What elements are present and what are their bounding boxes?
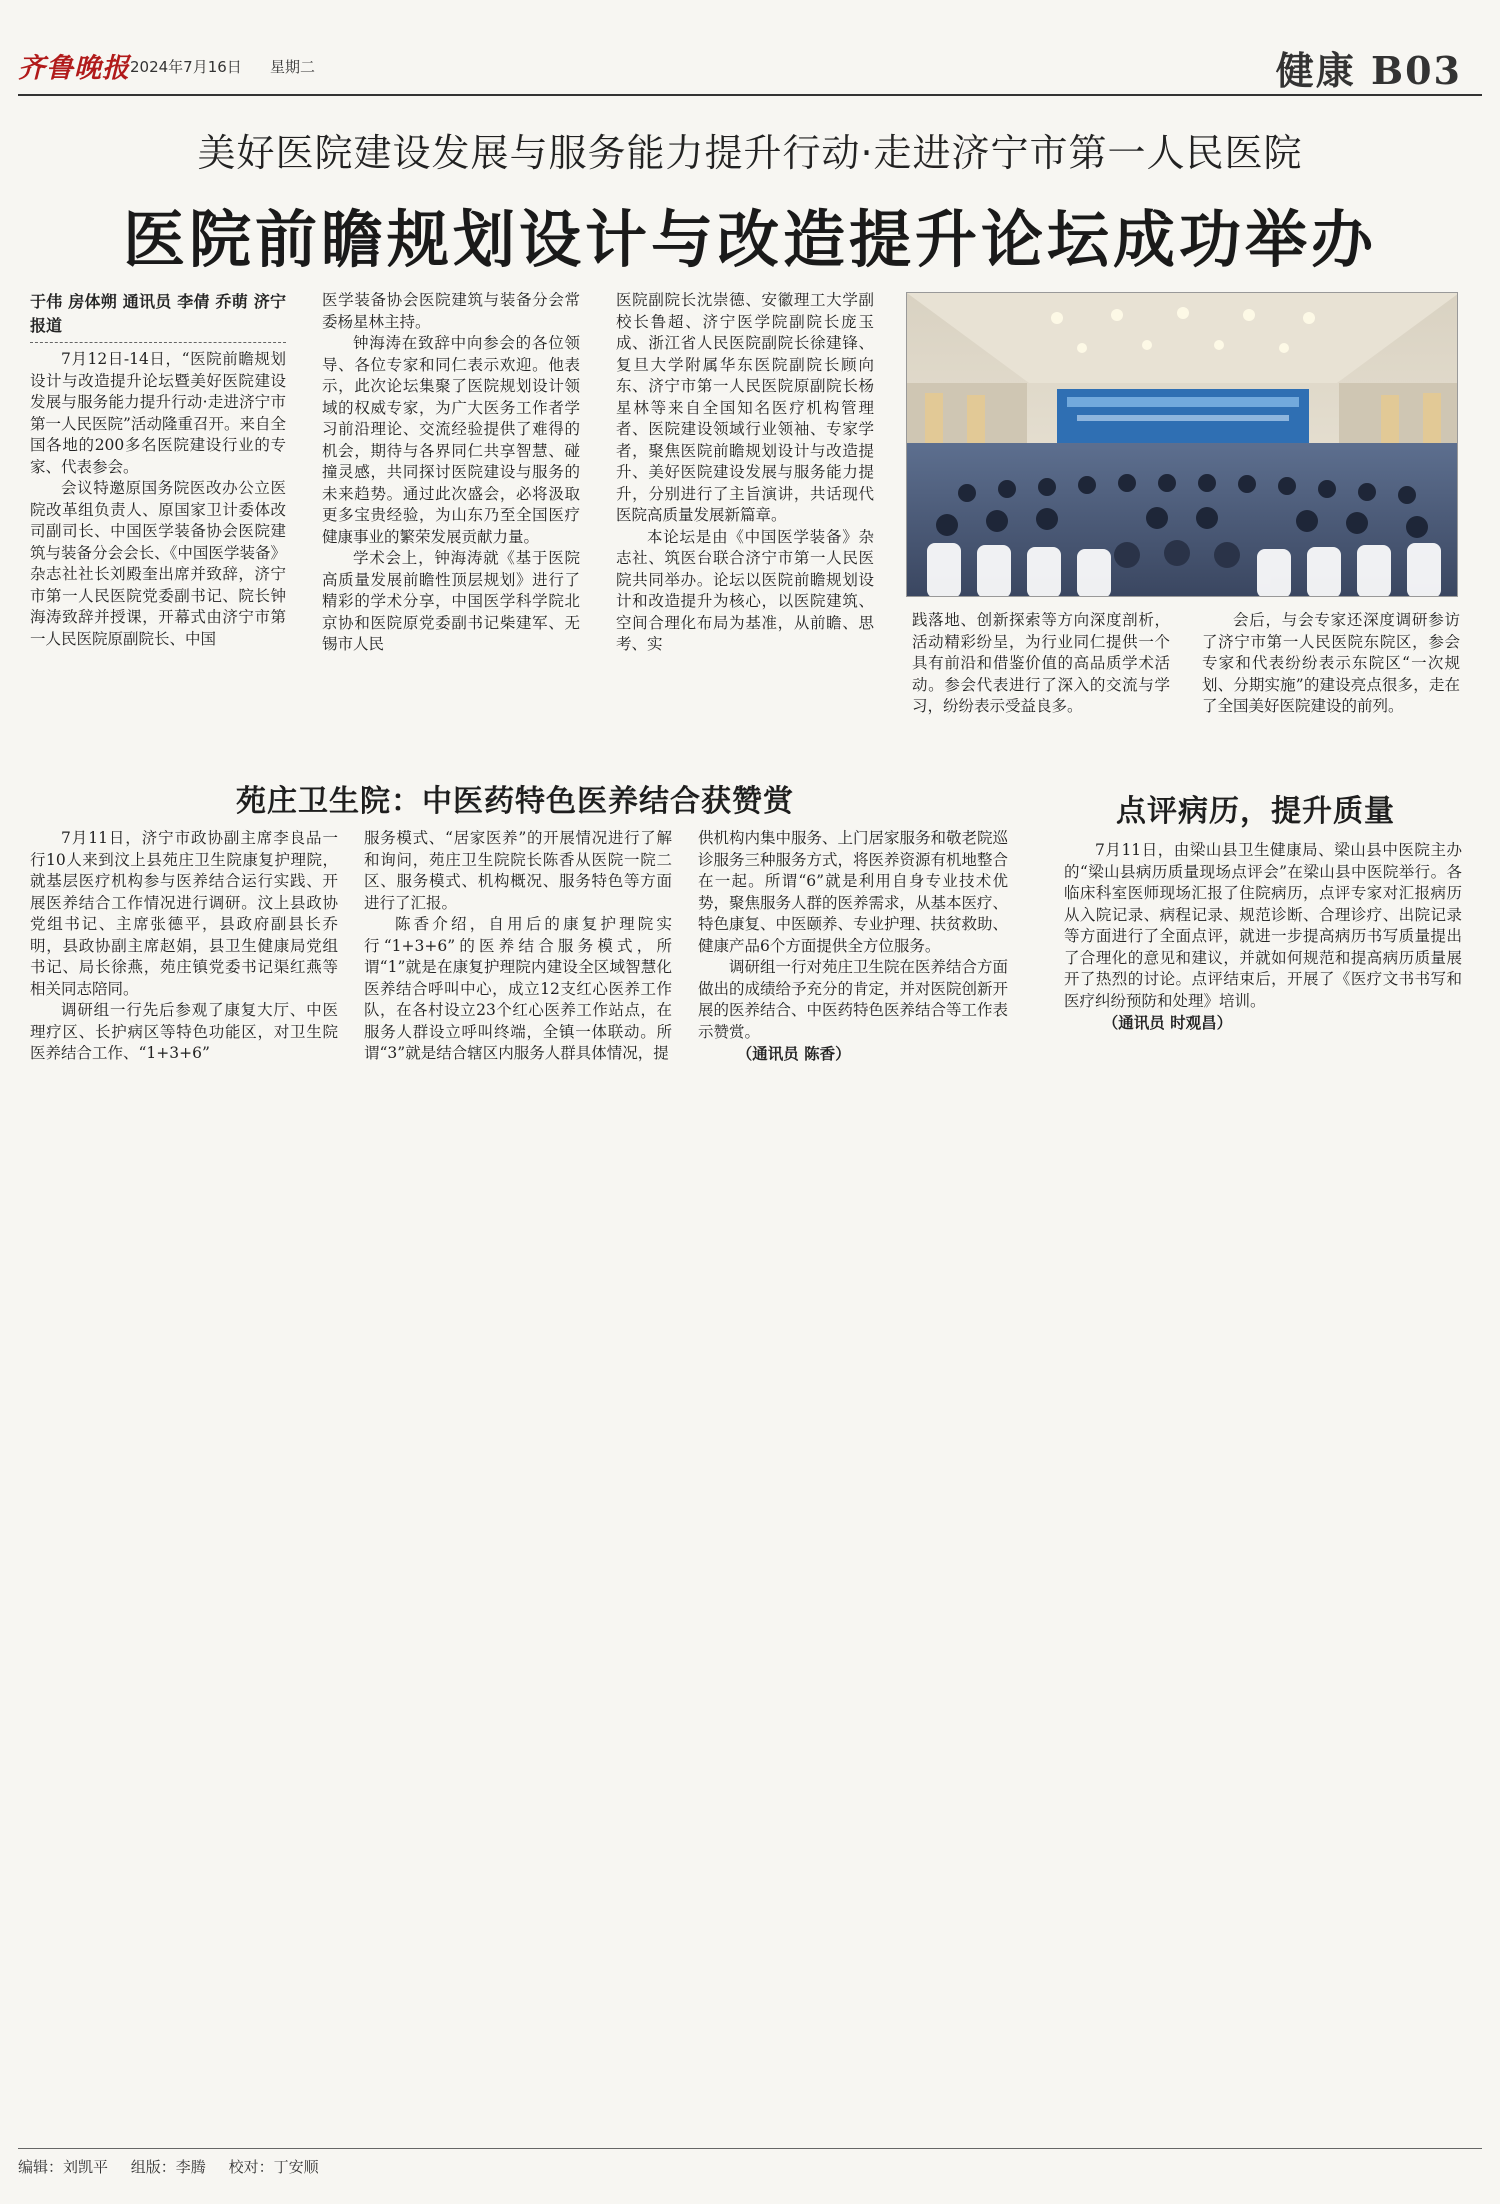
article1-kicker: 美好医院建设发展与服务能力提升行动·走进济宁市第一人民医院 (197, 131, 1303, 175)
article2-paragraph: 陈香介绍，自用后的康复护理院实行“1+3+6”的医养结合服务模式，所谓“1”就是在康复护理院内建设全区域智慧化医养结合呼叫中心，成立12支红心医养工作队，在各村设立23个红心医养工作站点，在服务人群设立呼叫终端，全镇一体联动。所谓“3”就是结合辖区内服务人群具体情况，提 (364, 915, 672, 1062)
article1-paragraph: 医院副院长沈崇德、安徽理工大学副校长鲁超、济宁医学院副院长庞玉成、浙江省人民医院副院长徐建锋、复旦大学附属华东医院副院长顾向东、济宁市第一人民医院原副院长杨星林等来自全国知名医疗机构管理者、医院建设领域行业领袖、专家学者，聚焦医院前瞻规划设计与改造提升、美好医院建设发展与服务能力提升，分别进行了主旨演讲，共话现代医院高质量发展新篇章。 (616, 291, 874, 524)
article2-paragraph: 7月11日，济宁市政协副主席李良品一行10人来到汶上县苑庄卫生院康复护理院，就基层医疗机构参与医养结合运行实践、开展医养结合工作情况进行调研。汶上县政协党组书记、主席张德平，县政府副县长乔明，县政协副主席赵娟，县卫生健康局党组书记、局长徐燕，苑庄镇党委书记渠红燕等相关同志陪同。 (30, 829, 338, 998)
footer-designer: 组版：李腾 (130, 2158, 206, 2176)
article1-paragraph: 会议特邀原国务院医改办公立医院改革组负责人、原国家卫计委体改司副司长、中国医学装备协会医院建筑与装备分会会长、《中国医学装备》杂志社社长刘殿奎出席并致辞，济宁市第一人民医院党委副书记、院长钟海涛致辞并授课，开幕式由济宁市第一人民医院原副院长、中国 (30, 479, 286, 648)
article1-paragraph: 医学装备协会医院建筑与装备分会常委杨星林主持。 (322, 291, 580, 331)
footer-rule (18, 2148, 1482, 2149)
article1-column-3 (616, 290, 874, 656)
issue-weekday: 星期二 (270, 58, 316, 76)
article1-column-5 (1202, 610, 1460, 718)
article1-paragraph: 7月12日-14日，“医院前瞻规划设计与改造提升论坛暨美好医院建设发展与服务能力提升行动·走进济宁市第一人民医院”活动隆重召开。来自全国各地的200多名医院建设行业的专家、代表参会。 (30, 350, 286, 476)
article2-column-1 (30, 828, 338, 1065)
article1-paragraph: 践落地、创新探索等方向深度剖析，活动精彩纷呈，为行业同仁提供一个具有前沿和借鉴价值的高品质学术活动。参会代表进行了深入的交流与学习，纷纷表示受益良多。 (912, 611, 1170, 715)
article2-column-2 (364, 828, 672, 1065)
newspaper-logo: 齐鲁晚报 (18, 53, 130, 84)
article3-signature: （通讯员 时观昌） (1102, 1013, 1233, 1032)
article1-column-1 (30, 290, 286, 650)
conference-hall-image (907, 293, 1458, 597)
conference-hall-photo (906, 292, 1458, 597)
article2-paragraph: 服务模式、“居家医养”的开展情况进行了解和询问，苑庄卫生院院长陈香从医院一院二区、服务模式、机构概况、服务特色等方面进行了汇报。 (364, 829, 672, 912)
section-page-label: 健康 B03 (1275, 48, 1462, 93)
article2-paragraph: 供机构内集中服务、上门居家服务和敬老院巡诊服务三种服务方式，将医养资源有机地整合在一起。所谓“6”就是利用自身专业技术优势，聚焦服务人群的医养需求，从基本医疗、特色康复、中医颐养、专业护理、扶贫救助、健康产品6个方面提供全方位服务。 (698, 829, 1009, 955)
article1-byline: 于伟 房体朔 通讯员 李倩 乔萌 济宁报道 (30, 290, 286, 343)
article2-paragraph: 调研组一行对苑庄卫生院在医养结合方面做出的成绩给予充分的肯定，并对医院创新开展的医养结合、中医药特色医养结合等工作表示赞赏。 (698, 958, 1009, 1041)
article1-headline: 医院前瞻规划设计与改造提升论坛成功举办 (122, 203, 1377, 276)
footer-editor: 编辑：刘凯平 (18, 2158, 109, 2176)
masthead (18, 40, 1482, 94)
article1-column-4 (912, 610, 1170, 718)
article1-paragraph: 本论坛是由《中国医学装备》杂志社、筑医台联合济宁市第一人民医院共同举办。论坛以医院前瞻规划设计和改造提升为核心，以医院建筑、空间合理化布局为基准，从前瞻、思考、实 (616, 527, 874, 653)
article3-paragraph: 7月11日，由梁山县卫生健康局、梁山县中医院主办的“梁山县病历质量现场点评会”在梁山县中医院举行。各临床科室医师现场汇报了住院病历，点评专家对汇报病历从入院记录、病程记录、规范诊断、合理诊疗、出院记录等方面进行了全面点评，就进一步提高病历书写质量提出了合理化的意见和建议，并就如何规范和提高病历质量展开了热烈的讨论。点评结束后，开展了《医疗文书书写和医疗纠纷预防和处理》培训。 (1064, 841, 1462, 1010)
header-rule (18, 94, 1482, 96)
article2-headline: 苑庄卫生院：中医药特色医养结合获赞赏 (236, 784, 794, 819)
article3-headline: 点评病历，提升质量 (1116, 794, 1395, 829)
article1-paragraph: 学术会上，钟海涛就《基于医院高质量发展前瞻性顶层规划》进行了精彩的学术分享，中国医学科学院北京协和医院原党委副书记柴建军、无锡市人民 (322, 549, 580, 653)
article1-paragraph: 会后，与会专家还深度调研参访了济宁市第一人民医院东院区，参会专家和代表纷纷表示东院区“一次规划、分期实施”的建设亮点很多，走在了全国美好医院建设的前列。 (1202, 611, 1460, 715)
issue-date: 2024年7月16日 (130, 58, 242, 76)
page-footer (18, 2156, 337, 2177)
article3-column (1064, 840, 1462, 1034)
footer-proofreader: 校对：丁安顺 (228, 2158, 319, 2176)
article2-signature: （通讯员 陈香） (736, 1044, 851, 1063)
article2-column-3 (698, 828, 1008, 1065)
article1-paragraph: 钟海涛在致辞中向参会的各位领导、各位专家和同仁表示欢迎。他表示，此次论坛集聚了医院规划设计领域的权威专家，为广大医务工作者学习前沿理论、交流经验提供了难得的机会，期待与各界同仁共享智慧、碰撞灵感，共同探讨医院建设与服务的未来趋势。通过此次盛会，必将汲取更多宝贵经验，为山东乃至全国医疗健康事业的繁荣发展贡献力量。 (322, 334, 580, 546)
article2-paragraph: 调研组一行先后参观了康复大厅、中医理疗区、长护病区等特色功能区，对卫生院医养结合工作、“1+3+6” (30, 1001, 338, 1062)
article1-column-2 (322, 290, 580, 656)
